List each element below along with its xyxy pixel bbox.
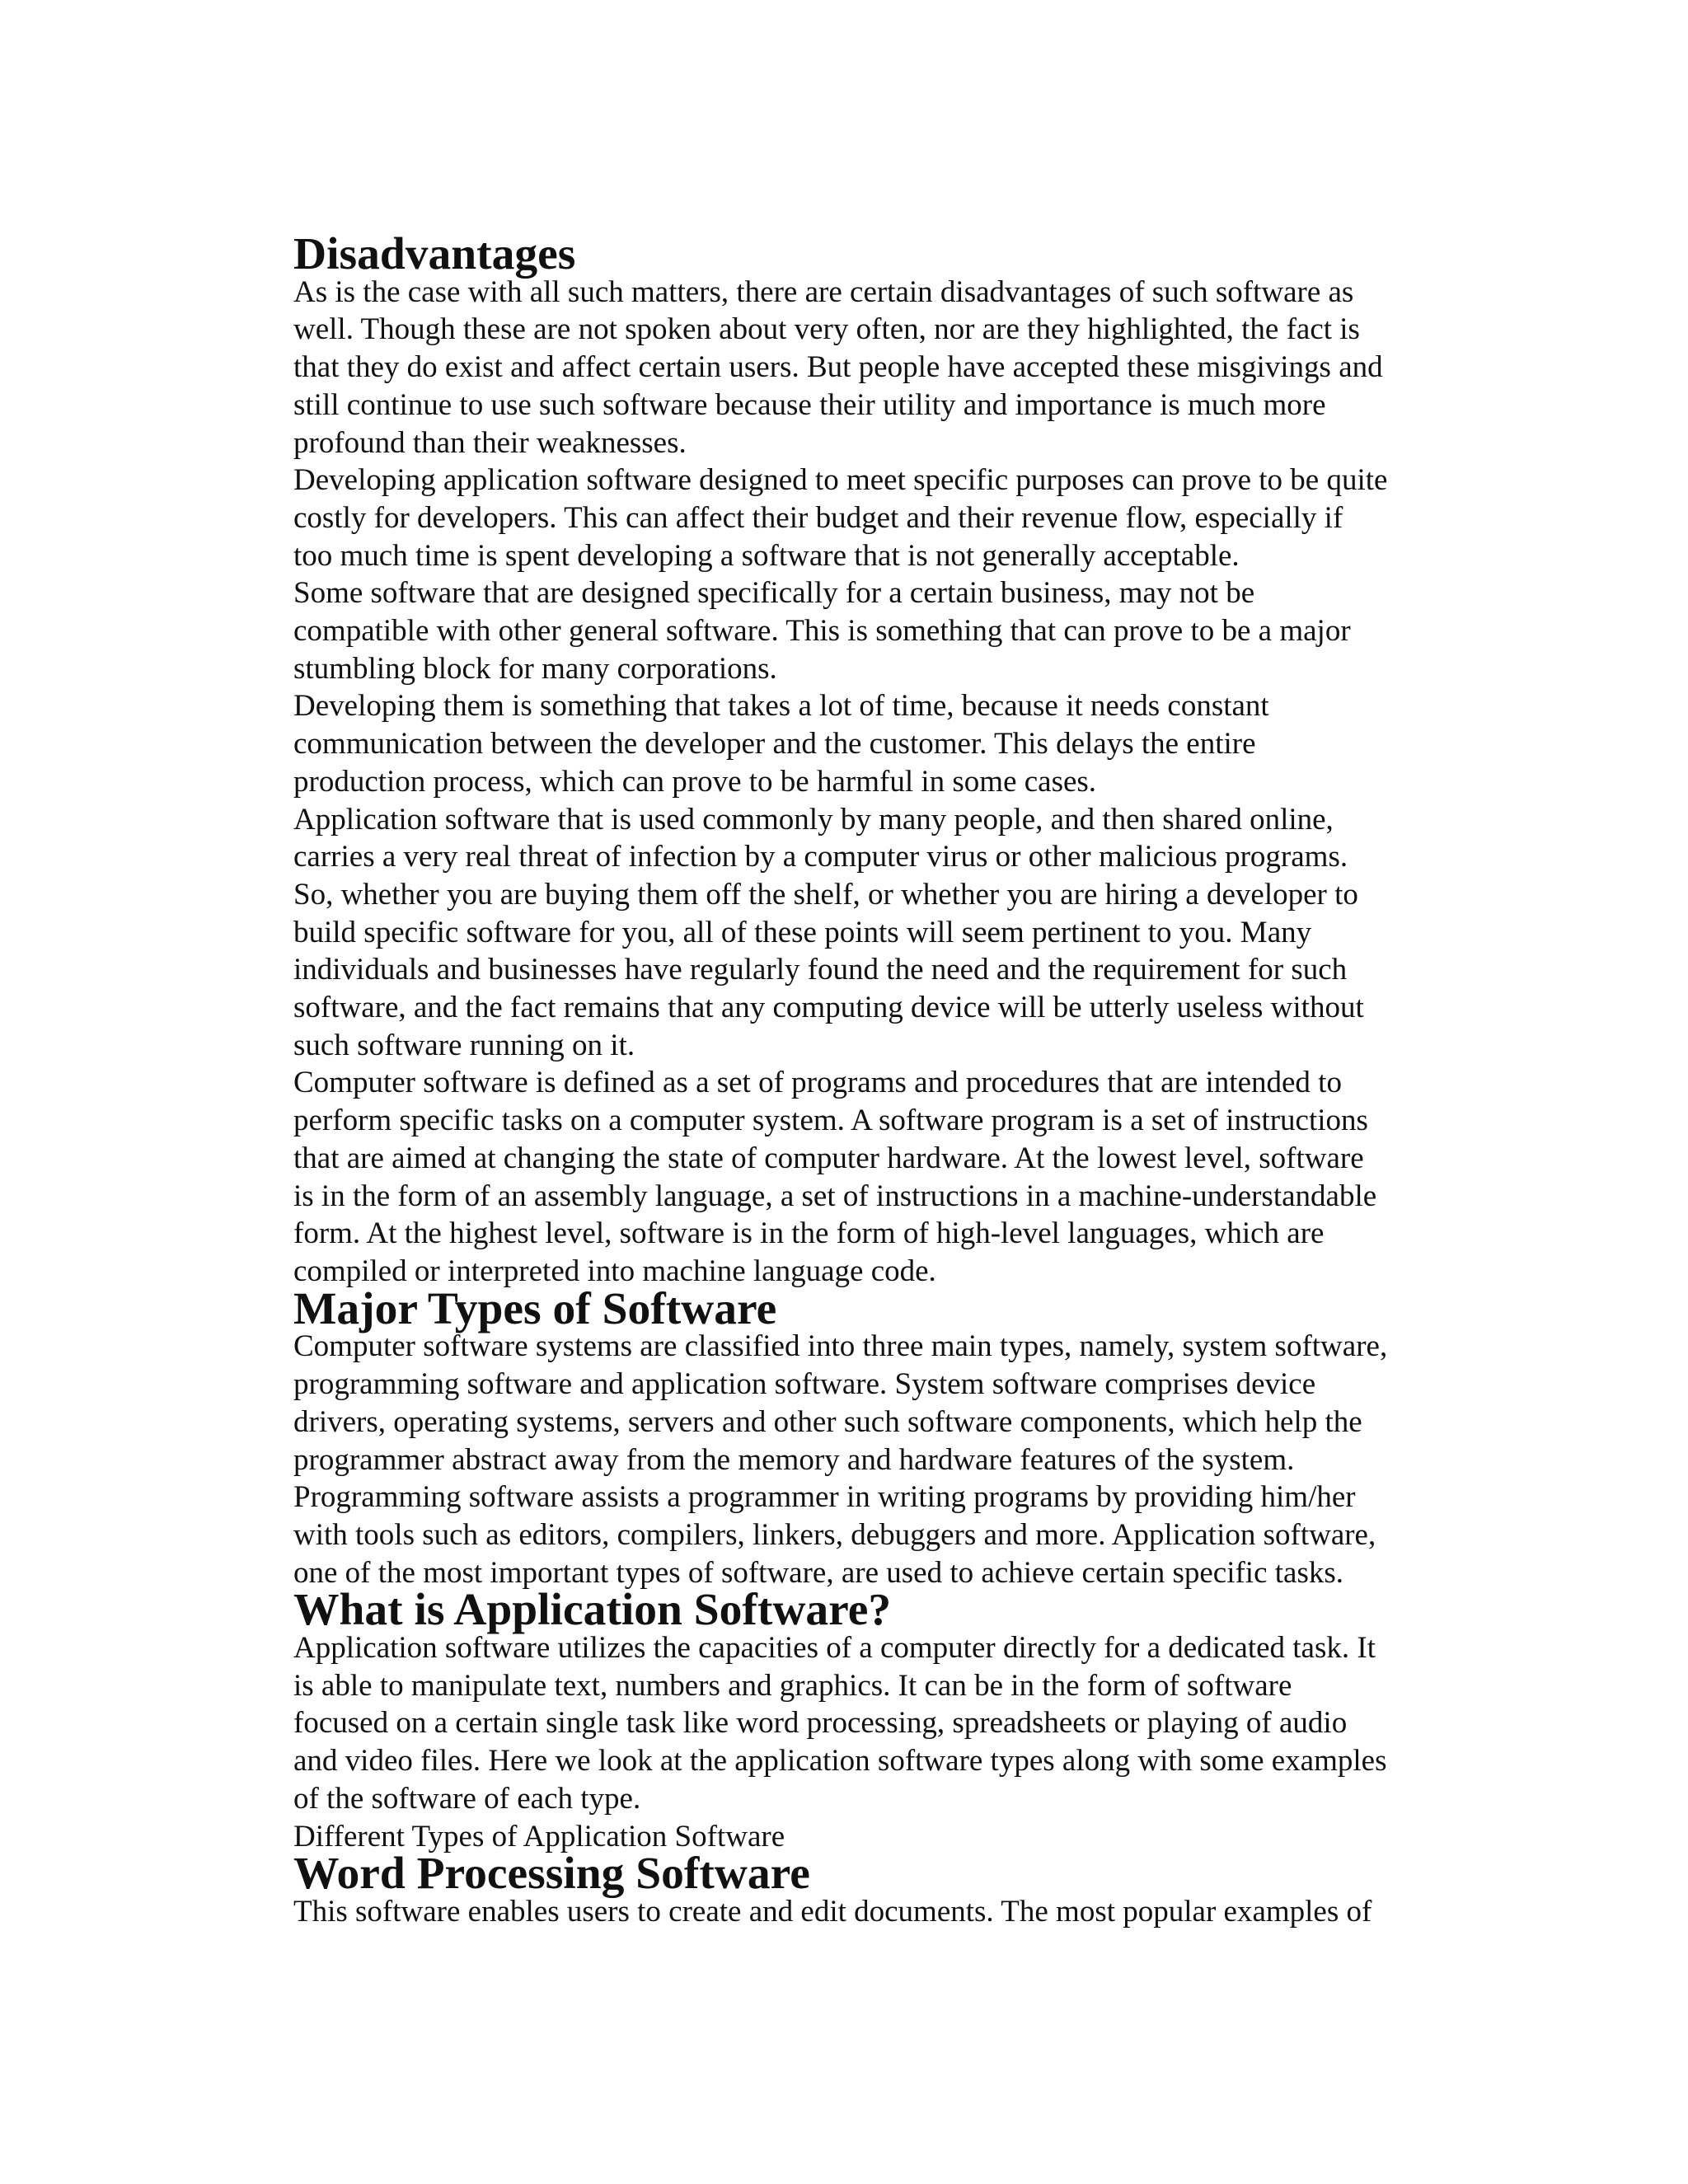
paragraph	[293, 1064, 1480, 1290]
section-heading	[293, 1283, 1480, 1334]
text-line: compiled or interpreted into machine language code.	[293, 1254, 936, 1288]
text-line: As is the case with all such matters, there are certain disadvantages of such software as	[293, 274, 1354, 309]
paragraph	[293, 876, 1480, 1065]
text-line: perform specific tasks on a computer system. A software program is a set of instructions	[293, 1104, 1368, 1138]
text-line: communication between the developer and the customer. This delays the entire	[293, 727, 1256, 762]
text-line: stumbling block for many corporations.	[293, 651, 777, 686]
text-line: Application software that is used commonly by many people, and then shared online,	[293, 802, 1334, 837]
text-line: This software enables users to create and edit documents. The most popular examples of	[293, 1894, 1372, 1929]
text-line: software, and the fact remains that any computing device will be utterly useless without	[293, 991, 1364, 1025]
text-line: Application software utilizes the capacities of a computer directly for a dedicated task. It	[293, 1631, 1376, 1666]
text-line: form. At the highest level, software is in the form of high-level languages, which are	[293, 1216, 1325, 1251]
text-line: profound than their weaknesses.	[293, 425, 687, 460]
paragraph	[293, 274, 1480, 462]
paragraph	[293, 574, 1480, 687]
text-line: Computer software is defined as a set of programs and procedures that are intended to	[293, 1066, 1342, 1100]
section-heading	[293, 1585, 1480, 1636]
text-line: individuals and businesses have regularly found the need and the requirement for such	[293, 953, 1348, 987]
text-line: is able to manipulate text, numbers and graphics. It can be in the form of software	[293, 1668, 1292, 1703]
text-line: Computer software systems are classified into three main types, namely, system software,	[293, 1329, 1388, 1364]
text-line: that are aimed at changing the state of computer hardware. At the lowest level, software	[293, 1141, 1364, 1175]
text-line: costly for developers. This can affect their budget and their revenue flow, especially if	[293, 500, 1343, 535]
text-line: Programming software assists a programmer in writing programs by providing him/her	[293, 1480, 1356, 1515]
text-line: compatible with other general software. This is something that can prove to be a major	[293, 614, 1351, 649]
paragraph	[293, 462, 1480, 574]
text-line: Major Types of Software	[293, 1283, 777, 1334]
text-line: build specific software for you, all of these points will seem pertinent to you. Many	[293, 915, 1312, 949]
text-line: too much time is spent developing a software that is not generally acceptable.	[293, 538, 1240, 573]
paragraph	[293, 687, 1480, 800]
text-line: carries a very real threat of infection by a computer virus or other malicious programs.	[293, 840, 1348, 874]
text-line: is in the form of an assembly language, a set of instructions in a machine-understandable	[293, 1179, 1377, 1213]
text-line: So, whether you are buying them off the shelf, or whether you are hiring a developer to	[293, 877, 1358, 912]
section-heading	[293, 229, 1480, 279]
text-line: Some software that are designed specifically for a certain business, may not be	[293, 576, 1255, 611]
text-line: programming software and application software. System software comprises device	[293, 1367, 1316, 1402]
text-line: programmer abstract away from the memory and hardware features of the system.	[293, 1442, 1295, 1477]
text-line: focused on a certain single task like word processing, spreadsheets or playing of audio	[293, 1706, 1348, 1741]
text-line: with tools such as editors, compilers, linkers, debuggers and more. Application software,	[293, 1517, 1376, 1552]
text-line: production process, which can prove to be harmful in some cases.	[293, 764, 1097, 799]
text-line: Developing them is something that takes a lot of time, because it needs constant	[293, 689, 1269, 724]
section-heading	[293, 1849, 1480, 1900]
text-line: What is Application Software?	[293, 1585, 892, 1636]
paragraph	[293, 801, 1480, 876]
document-body	[293, 229, 1480, 1931]
paragraph	[293, 1629, 1480, 1818]
text-line: drivers, operating systems, servers and other such software components, which help the	[293, 1404, 1362, 1439]
text-line: Different Types of Application Software	[293, 1819, 785, 1854]
text-line: of the software of each type.	[293, 1781, 641, 1816]
paragraph	[293, 1328, 1480, 1591]
text-line: one of the most important types of software, are used to achieve certain specific tasks.	[293, 1555, 1344, 1590]
text-line: and video files. Here we look at the application software types along with some examples	[293, 1744, 1387, 1779]
text-line: Word Processing Software	[293, 1849, 810, 1900]
text-line: still continue to use such software because their utility and importance is much more	[293, 387, 1326, 422]
text-line: that they do exist and affect certain users. But people have accepted these misgivings and	[293, 350, 1383, 385]
text-line: such software running on it.	[293, 1028, 635, 1062]
text-line: Developing application software designed to meet specific purposes can prove to be quite	[293, 463, 1388, 498]
paragraph	[293, 1893, 1480, 1931]
text-line: Disadvantages	[293, 229, 576, 279]
text-line: well. Though these are not spoken about very often, nor are they highlighted, the fact is	[293, 312, 1360, 347]
